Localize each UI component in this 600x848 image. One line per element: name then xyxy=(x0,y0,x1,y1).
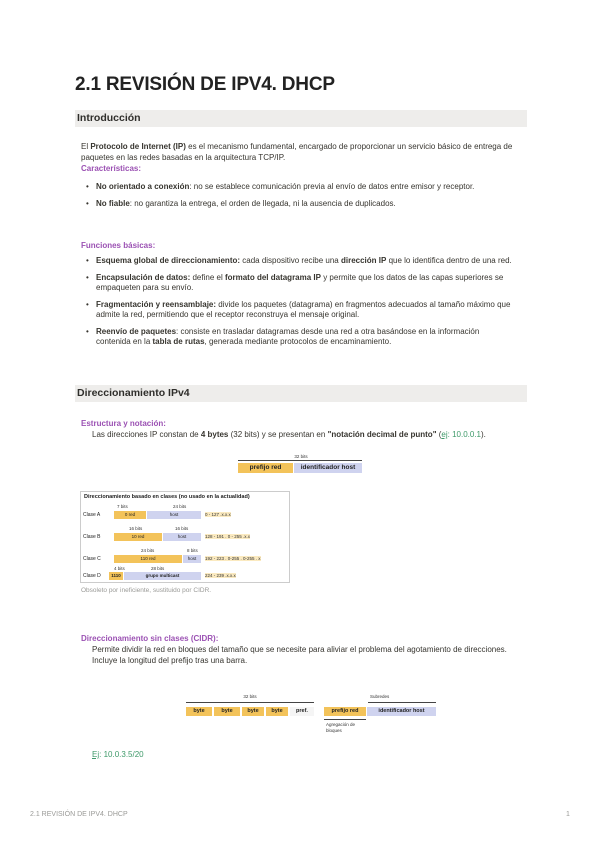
item-text-2: y permite que los datos de las capas superiores se empaqueten para su envío. xyxy=(96,272,504,292)
struct-bold: 4 bytes xyxy=(200,430,229,439)
list-item xyxy=(86,182,516,193)
bullet-icon: • xyxy=(86,326,89,336)
byte-box: byte xyxy=(186,707,212,716)
item-text-2: que lo identifica dentro de una red. xyxy=(386,256,512,265)
cidr-diagram xyxy=(186,694,436,740)
cidr-text-2: Incluye la longitud del prefijo tras una barra. xyxy=(92,656,248,665)
class-d-net: 1110 xyxy=(109,572,123,580)
item-bold: Reenvío de paquetes xyxy=(96,326,177,336)
item-text: : no garantiza la entrega, el orden de llegada, ni la ausencia de duplicados. xyxy=(129,198,396,208)
item-bold-2: dirección IP xyxy=(340,256,387,265)
bits-label: 24 bits xyxy=(173,504,187,509)
intro-bold: Protocolo de Internet (IP) xyxy=(90,142,186,151)
bits-label: 28 bits xyxy=(151,566,165,571)
section-heading-addressing: Direccionamiento IPv4 xyxy=(75,385,527,402)
class-b-net: 10 red xyxy=(114,533,162,541)
byte-box: byte xyxy=(214,707,240,716)
class-d-host: grupo multicast xyxy=(124,572,201,580)
aggregation-arrow xyxy=(324,719,366,720)
bits-label: 32 bits xyxy=(243,694,257,699)
item-text: divide los paquetes (datagrama) en fragmentos adecuados al tamaño máximo que admite la red, permitiendo que el receptor reconstruya el mensaje original. xyxy=(96,299,511,319)
class-c-range: 192 - 223 . 0-255 . 0-255 . x xyxy=(205,556,261,561)
bullet-icon: • xyxy=(86,272,89,282)
cidr-paragraph xyxy=(92,644,512,666)
footer-title: 2.1 REVISIÓN DE IPV4. DHCP xyxy=(30,811,128,818)
struct-text: Las direcciones IP constan de xyxy=(92,430,201,439)
bits-label: 8 bits xyxy=(187,548,198,553)
network-prefix-box: prefijo red xyxy=(238,463,293,473)
item-bold-2: tabla de rutas xyxy=(152,337,205,346)
item-bold: Esquema global de direccionamiento: xyxy=(96,256,241,265)
intro-text-rest: es el mecanismo fundamental, encargado de proporcionar un servicio básico de entrega de paquetes en las redes basadas en la arquitectura TCP/IP. xyxy=(81,142,513,162)
list-item xyxy=(86,256,516,267)
class-c-label: Clase C xyxy=(83,556,101,562)
host-identifier-box: identificador host xyxy=(367,707,436,716)
bullet-icon: • xyxy=(86,256,89,265)
bits-label: 16 bits xyxy=(129,526,143,531)
class-a-range: 0 - 127 .x.x.x xyxy=(205,512,231,517)
page-title: 2.1 REVISIÓN DE IPV4. DHCP xyxy=(75,74,335,95)
struct-paren: ( xyxy=(436,430,442,439)
bits-arrow xyxy=(238,460,362,461)
bullet-icon: • xyxy=(86,299,89,309)
host-identifier-box: identificador host xyxy=(294,463,362,473)
class-d-range: 224 - 239 .x.x.x xyxy=(205,573,236,578)
class-a-host: host xyxy=(147,511,201,519)
list-item xyxy=(86,300,516,321)
structure-label: Estructura y notación: xyxy=(81,419,166,428)
example-value: : 10.0.3.5/20 xyxy=(99,750,144,759)
item-bold: Encapsulación de datos: xyxy=(96,272,191,282)
struct-paren-close: ). xyxy=(480,430,486,439)
cidr-text-1: Permite dividir la red en bloques del tamaño que se necesite para aliviar el problema del agotamiento de direcciones. xyxy=(92,645,507,654)
footer-page-number: 1 xyxy=(566,811,570,818)
class-b-host: host xyxy=(163,533,201,541)
bits-arrow xyxy=(186,702,314,703)
classful-title: Direccionamiento basado en clases (no usado en la actualidad) xyxy=(84,494,250,500)
byte-box: byte xyxy=(242,707,264,716)
subnet-label: Subredes xyxy=(370,694,390,699)
class-d-label: Clase D xyxy=(83,573,101,579)
class-c-host: host xyxy=(183,555,201,563)
classful-diagram xyxy=(80,491,290,583)
byte-box: byte xyxy=(266,707,288,716)
item-text: : consiste en trasladar datagramas desde una red a otra basándose en la información contenida en la xyxy=(96,326,480,346)
example-value: : 10.0.0.1 xyxy=(447,430,481,439)
class-b-label: Clase B xyxy=(83,534,101,540)
section-heading-intro: Introducción xyxy=(75,110,527,127)
item-text: : no se establece comunicación previa al envío de datos entre emisor y receptor. xyxy=(189,182,475,191)
aggregation-label: Agregación de bloques xyxy=(326,722,356,733)
item-text-2: , generada mediante protocolos de encaminamiento. xyxy=(204,337,392,346)
bits-label: 32 bits xyxy=(294,454,308,459)
class-c-net: 110 red xyxy=(114,555,182,563)
class-b-range: 128 - 191 . 0 - 255 .x.x xyxy=(205,534,251,539)
network-prefix-box: prefijo red xyxy=(324,707,366,716)
intro-text: El xyxy=(81,142,91,151)
list-item xyxy=(86,199,516,210)
struct-text-2: (32 bits) y se presentan en xyxy=(228,430,328,439)
example-link[interactable]: Ej xyxy=(92,750,100,759)
cidr-label: Direccionamiento sin clases (CIDR): xyxy=(81,634,219,643)
features-label: Características: xyxy=(81,164,142,173)
bits-label: 24 bits xyxy=(141,548,155,553)
item-bold: No orientado a conexión xyxy=(96,182,190,191)
item-bold: No fiable xyxy=(96,198,130,208)
obsolete-caption: Obsoleto por ineficiente, sustituido por CIDR. xyxy=(81,587,212,594)
class-a-label: Clase A xyxy=(83,512,101,518)
prefix-box: pref. xyxy=(290,707,314,716)
bits-label: 7 bits xyxy=(117,504,128,509)
functions-list xyxy=(86,256,516,354)
intro-paragraph xyxy=(81,141,521,174)
struct-bold-2: "notación decimal de punto" xyxy=(327,430,437,439)
bits-label: 4 bits xyxy=(114,566,125,571)
subnet-arrow xyxy=(368,702,436,703)
example-link[interactable]: ej xyxy=(441,430,448,439)
features-list xyxy=(86,182,516,215)
item-text: cada dispositivo recibe una xyxy=(240,256,341,265)
bits-label: 16 bits xyxy=(175,526,189,531)
item-bold-2: formato del datagrama IP xyxy=(224,272,321,282)
functions-label: Funciones básicas: xyxy=(81,241,156,250)
item-text: define el xyxy=(190,272,225,282)
bullet-icon: • xyxy=(86,198,89,208)
structure-paragraph xyxy=(92,429,532,440)
bullet-icon: • xyxy=(86,182,89,191)
list-item xyxy=(86,273,516,294)
cidr-example xyxy=(92,749,532,760)
list-item xyxy=(86,327,516,348)
class-a-net: 0 red xyxy=(114,511,146,519)
ip-structure-diagram xyxy=(238,454,362,476)
item-bold: Fragmentación y reensamblaje: xyxy=(96,299,217,309)
